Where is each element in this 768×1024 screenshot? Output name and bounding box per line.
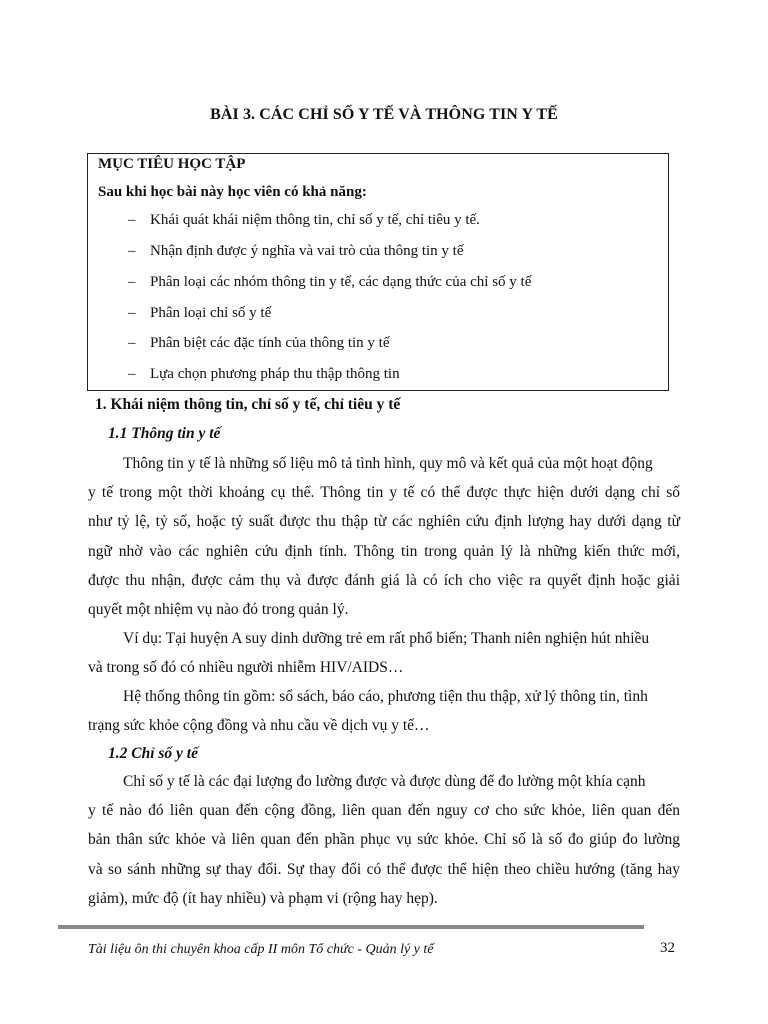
objectives-box bbox=[87, 153, 669, 391]
footer-text: Tài liệu ôn thi chuyên khoa cấp II môn Tổ chức - Quản lý y tế bbox=[88, 942, 434, 957]
text-line: Thông tin y tế là những số liệu mô tả tình hình, quy mô và kết quả của một hoạt động bbox=[123, 455, 653, 472]
text-line: Ví dụ: Tại huyện A suy dinh dưỡng trẻ em rất phổ biến; Thanh niên nghiện hút nhiều bbox=[123, 630, 650, 647]
text-line: như tỷ lệ, tỷ số, hoặc tỷ suất được thu thập từ các nghiên cứu định lượng hay dưới dạng từ bbox=[88, 513, 680, 530]
objective-item bbox=[128, 305, 271, 322]
objective-item bbox=[128, 274, 531, 291]
dash-bullet: – bbox=[128, 305, 136, 321]
text-line: giảm), mức độ (ít hay nhiều) và phạm vi (rộng hay hẹp). bbox=[88, 890, 438, 907]
text-line: trạng sức khỏe cộng đồng và nhu cầu về dịch vụ y tế… bbox=[88, 717, 430, 734]
objective-text: Lựa chọn phương pháp thu thập thông tin bbox=[150, 366, 400, 382]
text-line: y tế nào đó liên quan đến cộng đồng, liên quan đến nguy cơ cho sức khỏe, liên quan đến bbox=[88, 802, 680, 819]
dash-bullet: – bbox=[128, 335, 136, 351]
objective-text: Khái quát khái niệm thông tin, chỉ số y tế, chỉ tiêu y tế. bbox=[150, 212, 480, 228]
text-line: quyết một nhiệm vụ nào đó trong quản lý. bbox=[88, 601, 349, 618]
page-title: BÀI 3. CÁC CHỈ SỐ Y TẾ VÀ THÔNG TIN Y TẾ bbox=[210, 106, 558, 123]
objective-text: Phân loại các nhóm thông tin y tế, các dạng thức của chỉ số y tế bbox=[150, 274, 532, 290]
subsection-heading: 1.1 Thông tin y tế bbox=[108, 425, 221, 442]
text-line: và so sánh những sự thay đổi. Sự thay đổi có thể được thể hiện theo chiều hướng (tăng hay bbox=[88, 861, 680, 878]
dash-bullet: – bbox=[128, 366, 136, 382]
subsection-heading: 1.2 Chỉ số y tế bbox=[108, 745, 198, 762]
objectives-heading: MỤC TIÊU HỌC TẬP bbox=[98, 156, 246, 172]
text-line: ngữ nhờ vào các nghiên cứu định tính. Thông tin trong quản lý là những kiến thức mới, bbox=[88, 543, 680, 560]
text-line: được thu nhận, được cảm thụ và được đánh giá là có ích cho việc ra quyết định hoặc giải bbox=[88, 572, 680, 589]
section-heading: 1. Khái niệm thông tin, chỉ số y tế, chỉ tiêu y tế bbox=[95, 396, 401, 413]
text-line: và trong số đó có nhiều người nhiễm HIV/AIDS… bbox=[88, 659, 404, 676]
objectives-intro: Sau khi học bài này học viên có khả năng: bbox=[98, 184, 367, 200]
objective-text: Phân loại chỉ số y tế bbox=[150, 305, 272, 321]
dash-bullet: – bbox=[128, 212, 136, 228]
dash-bullet: – bbox=[128, 243, 136, 259]
text-line: y tế trong một thời khoảng cụ thể. Thông tin y tế có thể được thực hiện dưới dạng chỉ số bbox=[88, 484, 680, 501]
text-line: bản thân sức khỏe và liên quan đến phần phục vụ sức khỏe. Chỉ số là số đo giúp đo lường bbox=[88, 831, 680, 848]
text-line: Chỉ số y tế là các đại lượng đo lường được và được dùng để đo lường một khía cạnh bbox=[123, 773, 646, 790]
objective-item bbox=[128, 243, 464, 260]
objective-text: Phân biệt các đặc tính của thông tin y tế bbox=[150, 335, 390, 351]
footer-divider bbox=[58, 925, 644, 929]
objective-item bbox=[128, 335, 390, 352]
objective-item bbox=[128, 212, 480, 229]
dash-bullet: – bbox=[128, 274, 136, 290]
objective-text: Nhận định được ý nghĩa và vai trò của thông tin y tế bbox=[150, 243, 464, 259]
objective-item bbox=[128, 366, 400, 383]
page-number: 32 bbox=[660, 940, 675, 956]
text-line: Hệ thống thông tin gồm: sổ sách, báo cáo, phương tiện thu thập, xử lý thông tin, tình bbox=[123, 688, 648, 705]
